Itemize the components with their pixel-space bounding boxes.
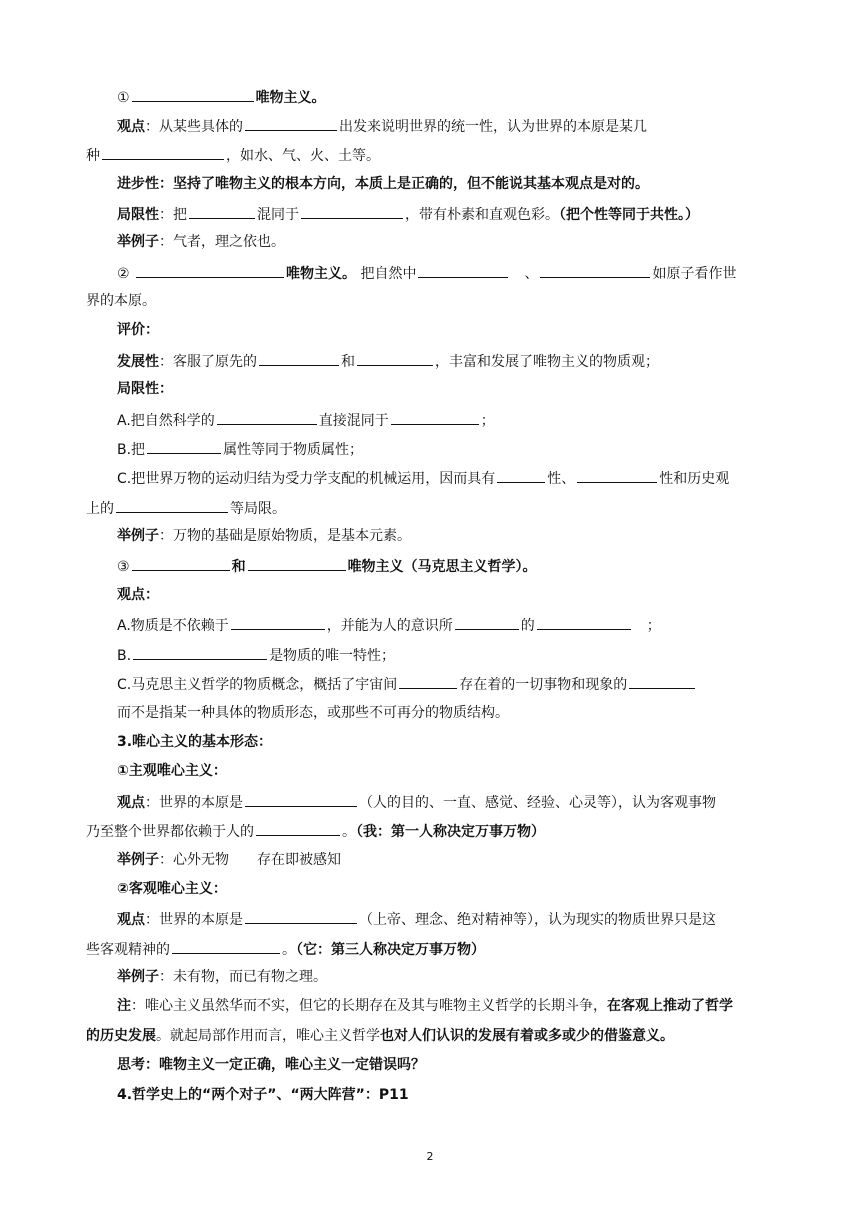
text-line: B. 是物质的唯一特性； (117, 644, 395, 664)
text-line: 种 ，如水、气、火、土等。 (86, 144, 380, 164)
heading-dialectical-materialism: ③ 和 唯物主义（马克思主义哲学）。 (117, 555, 537, 575)
fill-blank[interactable] (497, 467, 545, 483)
text-line: 上的 等局限。 (86, 497, 286, 517)
text-line: A.物质是不依赖于 ，并能为人的意识所 的 ； (117, 614, 661, 634)
fill-blank[interactable] (418, 262, 508, 278)
text-line: 举例子：气者，理之依也。 (117, 234, 285, 250)
section-heading: 3.唯心主义的基本形态： (117, 734, 273, 750)
heading-metaphysical-materialism: ② 唯物主义。 把自然中 、 如原子看作世 (117, 262, 736, 282)
text-line: 局限性： (117, 381, 173, 397)
fill-blank[interactable] (301, 203, 403, 219)
fill-blank[interactable] (102, 144, 224, 160)
text-line: C.马克思主义哲学的物质概念，概括了宇宙间 存在着的一切事物和现象的 (117, 673, 697, 693)
fill-blank[interactable] (147, 438, 221, 454)
fill-blank[interactable] (133, 644, 267, 660)
page-number: 2 (426, 1150, 434, 1163)
progressive-line: 进步性：坚持了唯物主义的根本方向，本质上是正确的，但不能说其基本观点是对的。 (117, 176, 649, 192)
text-line: 局限性：把 混同于 ，带有朴素和直观色彩。（把个性等同于共性。） (117, 203, 699, 223)
fill-blank[interactable] (357, 350, 433, 366)
text-line: 举例子：心外无物 存在即被感知 (117, 852, 341, 868)
fill-blank[interactable] (577, 467, 657, 483)
text-line: 观点：世界的本原是 （人的目的、一直、感觉、经验、心灵等），认为客观事物 (117, 791, 716, 811)
fill-blank[interactable] (540, 262, 650, 278)
fill-blank[interactable] (455, 614, 519, 630)
fill-blank[interactable] (132, 555, 230, 571)
fill-blank[interactable] (116, 497, 228, 513)
fill-blank[interactable] (245, 115, 337, 131)
fill-blank[interactable] (248, 555, 346, 571)
text-line: 观点： (117, 587, 159, 603)
text-line: 界的本原。 (86, 293, 156, 309)
text-line: 些客观精神的 。（它：第三人称决定万事万物） (86, 938, 485, 958)
text-line: B.把 属性等同于物质属性； (117, 438, 363, 458)
text-line: 发展性：客服了原先的 和 ，丰富和发展了唯物主义的物质观； (117, 350, 659, 370)
heading-naive-materialism: ① 唯物主义。 (117, 86, 326, 106)
text-line: 举例子：万物的基础是原始物质，是基本元素。 (117, 528, 411, 544)
fill-blank[interactable] (136, 262, 284, 278)
subsection-heading: ②客观唯心主义： (117, 881, 227, 897)
fill-blank[interactable] (629, 673, 695, 689)
text-line: 的历史发展。就起局部作用而言，唯心主义哲学也对人们认识的发展有着或多或少的借鉴意义。 (86, 1028, 674, 1044)
text-line: 评价： (117, 322, 159, 338)
text-line: A.把自然科学的 直接混同于 ； (117, 409, 495, 429)
subsection-heading: ①主观唯心主义： (117, 763, 227, 779)
fill-blank[interactable] (189, 203, 255, 219)
fill-blank[interactable] (245, 908, 357, 924)
fill-blank[interactable] (399, 673, 457, 689)
section-heading: 4.哲学史上的“两个对子”、“两大阵营”：P11 (117, 1087, 409, 1103)
fill-blank[interactable] (259, 350, 339, 366)
fill-blank[interactable] (256, 820, 340, 836)
fill-blank[interactable] (217, 409, 317, 425)
text-line: 举例子：未有物，而已有物之理。 (117, 969, 327, 985)
fill-blank[interactable] (245, 791, 357, 807)
fill-blank[interactable] (231, 614, 325, 630)
text-line: C.把世界万物的运动归结为受力学支配的机械运用，因而具有 性、 性和历史观 (117, 467, 729, 487)
text-line: 观点：从某些具体的 出发来说明世界的统一性，认为世界的本原是某几 (117, 115, 647, 135)
text-line: 而不是指某一种具体的物质形态，或那些不可再分的物质结构。 (117, 705, 509, 721)
question-line: 思考：唯物主义一定正确，唯心主义一定错误吗？ (117, 1057, 425, 1073)
text-line: 乃至整个世界都依赖于人的 。（我：第一人称决定万事万物） (86, 820, 545, 840)
fill-blank[interactable] (132, 86, 254, 102)
fill-blank[interactable] (172, 938, 280, 954)
fill-blank[interactable] (391, 409, 479, 425)
text-line: 注：唯心主义虽然华而不实，但它的长期存在及其与唯物主义哲学的长期斗争，在客观上推动了哲学 (117, 998, 733, 1014)
fill-blank[interactable] (537, 614, 631, 630)
text-line: 观点：世界的本原是 （上帝、理念、绝对精神等），认为现实的物质世界只是这 (117, 908, 716, 928)
